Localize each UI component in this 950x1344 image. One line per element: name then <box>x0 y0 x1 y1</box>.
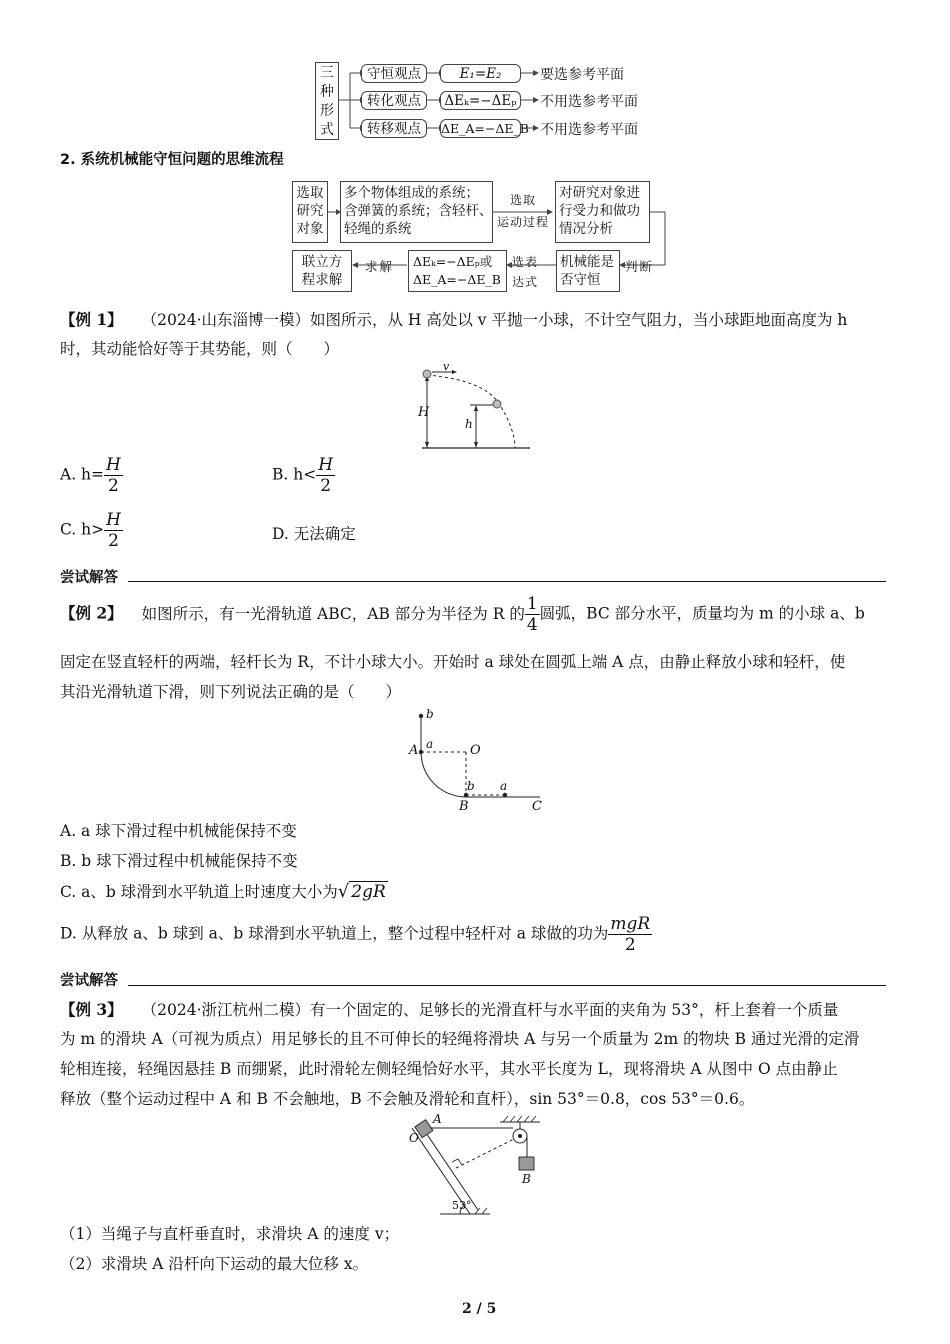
flow-box-conserved: 机械能是 否守恒 <box>556 250 620 292</box>
ex3-fig-O: O <box>409 1131 419 1145</box>
ex2-option-a[interactable]: A. a 球下滑过程中机械能保持不变 <box>60 822 297 840</box>
view-name-conversion: 转化观点 <box>361 91 427 110</box>
flow-arrow-label-judge: 判断 <box>625 259 655 274</box>
ex1-line2: 时，其动能恰好等于其势能，则（ ） <box>60 340 340 358</box>
ex2-fig-O: O <box>470 743 481 758</box>
view-formula-conservation: E₁=E₂ <box>440 64 521 83</box>
flow-arrow-label-solve: 求解 <box>365 259 395 274</box>
view-note-conservation: 要选参考平面 <box>540 67 624 83</box>
view-note-transfer: 不用选参考平面 <box>540 122 638 138</box>
ex2-line1: 【例 2】 如图所示，有一光滑轨道 ABC，AB 部分为半径为 R 的 $\frac{1}{4}$ 圆弧，BC 部分水平，质量均为 m 的小球 a、b <box>60 594 865 635</box>
ex2-fig-a2: a <box>500 779 508 793</box>
section-title: 系统机械能守恒问题的思维流程 <box>80 152 284 168</box>
ex1-option-c[interactable]: C. h> $\frac{H}{2}$ <box>60 510 121 551</box>
ex1-option-d[interactable]: D. 无法确定 <box>272 525 356 543</box>
ex1-option-b[interactable]: B. h< $\frac{H}{2}$ <box>272 455 334 496</box>
flow-box-systems: 多个物体组成的系统； 含弹簧的系统；含轻杆、 轻绳的系统 <box>340 181 493 243</box>
view-name-transfer: 转移观点 <box>361 119 427 138</box>
ex3-line3: 轮相连接，轻绳因悬挂 B 而绷紧，此时滑轮左侧轻绳恰好水平，其水平长度为 L，现将滑块 A 从图中 O 点由静止 <box>60 1060 838 1078</box>
ex2-fig-b: b <box>467 779 475 793</box>
ex3-line1: 【例 3】 （2024·浙江杭州二模）有一个固定的、足够长的光滑直杆与水平面的夹角为 53°，杆上套着一个质量 <box>60 1000 839 1019</box>
ex1-tag: 【例 1】 <box>60 310 123 329</box>
flow-box-expression: ΔEₖ=−ΔEₚ或 ΔE_A=−ΔE_B <box>408 250 507 292</box>
view-formula-conversion: ΔEₖ=−ΔEₚ <box>440 91 521 110</box>
ex3-fig-A: A <box>433 1112 442 1126</box>
sqrt-sign: √ <box>337 881 350 902</box>
ex3-line2: 为 m 的滑块 A（可视为质点）用足够长的且不可伸长的轻绳将滑块 A 与另一个质量为 2m 的物块 B 通过光滑的定滑 <box>60 1030 860 1048</box>
ex2-tag: 【例 2】 <box>60 603 123 623</box>
ex2-fig-C: C <box>532 799 542 814</box>
flow-box-solve: 联立方 程求解 <box>292 250 352 292</box>
ex3-fig-B: B <box>522 1172 531 1186</box>
ex3-line4: 释放（整个运动过程中 A 和 B 不会触地，B 不会触及滑轮和直杆），sin 53°＝0.8，cos 53°＝0.6。 <box>60 1090 755 1108</box>
ex2-line2: 固定在竖直轻杆的两端，轻杆长为 R，不计小球大小。开始时 a 球处在圆弧上端 A 点，由静止释放小球和轻杆，使 <box>60 653 846 671</box>
flow-arrow-label-process: 选取 运动过程 <box>497 193 550 229</box>
ex1-fig-v: v <box>443 360 450 373</box>
ex2-fig-b-top: b <box>426 707 434 721</box>
section-number: 2. <box>60 152 76 168</box>
views-vertical-label: 三 种 形 式 <box>315 62 339 140</box>
ex2-fig-A: A <box>409 743 419 758</box>
ex3-fig-angle: 53° <box>452 1199 472 1212</box>
view-name-conservation: 守恒观点 <box>361 64 427 83</box>
try-label-2: 尝试解答 <box>60 973 118 989</box>
ex2-line3: 其沿光滑轨道下滑，则下列说法正确的是（ ） <box>60 683 402 701</box>
ex1-fig-H: H <box>418 405 430 420</box>
ex1-text1: （2024·山东淄博一模）如图所示，从 H 高处以 v 平抛一小球，不计空气阻力，当小球距地面高度为 h <box>141 311 848 329</box>
flow-arrow-label-expression: 选表 达式 <box>512 255 539 289</box>
ex2-option-b[interactable]: B. b 球下滑过程中机械能保持不变 <box>60 852 298 870</box>
page-number: 2 / 5 <box>462 1301 497 1317</box>
ex1-option-a[interactable]: A. h= $\frac{H}{2}$ <box>60 455 121 496</box>
ex3-question-1: （1）当绳子与直杆垂直时，求滑块 A 的速度 v； <box>60 1225 400 1243</box>
ex3-question-2: （2）求滑块 A 沿杆向下运动的最大位移 x。 <box>60 1255 369 1273</box>
try-label-1: 尝试解答 <box>60 570 118 586</box>
flow-box-select-object: 选取 研究 对象 <box>292 181 328 243</box>
ex2-fig-a: a <box>426 737 434 751</box>
view-note-conversion: 不用选参考平面 <box>540 94 638 110</box>
ex3-tag: 【例 3】 <box>60 1000 123 1019</box>
ex2-fig-B: B <box>459 799 469 814</box>
flow-box-analysis: 对研究对象进 行受力和做功 情况分析 <box>555 181 650 243</box>
ex2-option-d[interactable]: D. 从释放 a、b 球到 a、b 球滑到水平轨道上，整个过程中轻杆对 a 球做的功为 $\frac{\text{mgR}}{2}$ <box>60 914 651 955</box>
ex2-option-c[interactable]: C. a、b 球滑到水平轨道上时速度大小为√ 2gR <box>60 881 386 902</box>
view-formula-transfer: ΔE_A=−ΔE_B <box>441 121 529 136</box>
ex1-fig-h: h <box>465 417 473 431</box>
